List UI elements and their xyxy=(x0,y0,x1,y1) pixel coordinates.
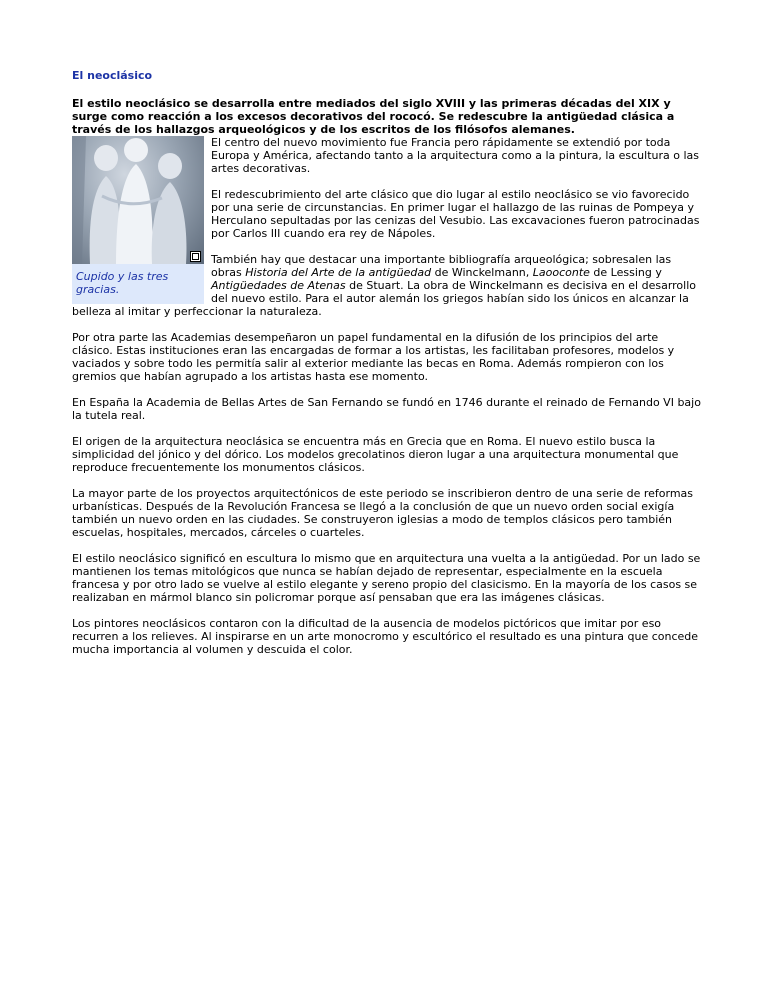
paragraph-9: Los pintores neoclásicos contaron con la dificultad de la ausencia de modelos pictóricos que imitar por eso recurren a los relieves. Al inspirarse en un arte monocromo y escultórico el resultado es una pintura que concede mucha importancia al volumen y descuida el color. xyxy=(72,617,699,656)
paragraph-1: El centro del nuevo movimiento fue Francia pero rápidamente se extendió por toda Europa y América, afectando tanto a la arquitectura como a la pintura, la escultura o las artes decorativas. xyxy=(211,136,700,175)
intro-paragraph: El estilo neoclásico se desarrolla entre mediados del siglo XVIII y las primeras décadas del XIX y surge como reacción a los excesos decorativos del rococó. Se redescubre la antigüedad clásica a través de los hallazgos arqueológicos y de los escritos de los filósofos alemanes. xyxy=(72,97,675,136)
paragraph-8: El estilo neoclásico significó en escultura lo mismo que en arquitectura una vuelta a la antigüedad. Por un lado se mantienen los temas mitológicos que nunca se habían dejado de representar, especialmente en la escuela francesa y por otro lado se vuelve al estilo elegante y sereno propio del clasicismo. En la mayoría de los casos se realizaban en mármol blanco sin policromar porque así pensaban que era las imágenes clásicas. xyxy=(72,552,701,604)
figure-caption: Cupido y las tres gracias. xyxy=(72,264,204,304)
page-title: El neoclásico xyxy=(72,69,153,82)
paragraph-3-text: de Winckelmann, xyxy=(431,266,533,279)
article xyxy=(72,69,702,669)
paragraph-3-text: de Lessing y xyxy=(589,266,662,279)
paragraph-3-text: de Stuart. La obra de Winckelmann es decisiva en el desarrollo del nuevo estilo. Para el autor alemán los griegos habían sido los únicos en alcanzar la belleza al imitar y perfeccionar la naturaleza. xyxy=(72,279,697,318)
paragraph-5: En España la Academia de Bellas Artes de San Fernando se fundó en 1746 durante el reinado de Fernando VI bajo la tutela real. xyxy=(72,396,701,422)
sculpture-illustration xyxy=(72,136,204,264)
paragraph-3-text: También hay que destacar una importante bibliografía arqueológica; sobresalen las obras xyxy=(211,253,672,279)
book-title-historia: Historia del Arte de la antigüedad xyxy=(245,266,432,279)
paragraph-7: La mayor parte de los proyectos arquitectónicos de este periodo se inscribieron dentro de una serie de reformas urbanísticas. Después de la Revolución Francesa se llegó a la conclusión de que un nuevo orden social exigía también un nuevo orden en las ciudades. Se construyeron iglesias a modo de templos clásicos pero también escuelas, hospitales, mercados, cárceles o cuarteles. xyxy=(72,487,694,539)
paragraph-6: El origen de la arquitectura neoclásica se encuentra más en Grecia que en Roma. El nuevo estilo busca la simplicidad del jónico y del dórico. Los modelos grecolatinos dieron lugar a una arquitectura monumental que reproduce frecuentemente los monumentos clásicos. xyxy=(72,435,679,474)
sculpture-image[interactable] xyxy=(72,136,204,264)
book-title-laooconte: Laooconte xyxy=(532,266,590,279)
book-title-antiguedades: Antigüedades de Atenas xyxy=(211,279,346,292)
paragraph-2: El redescubrimiento del arte clásico que dio lugar al estilo neoclásico se vio favorecido por una serie de circunstancias. En primer lugar el hallazgo de las ruinas de Pompeya y Herculano sepultadas por las cenizas del Vesubio. Las excavaciones fueron patrocinadas por Carlos III cuando era rey de Nápoles. xyxy=(211,188,700,240)
enlarge-icon[interactable] xyxy=(190,251,201,262)
paragraph-4: Por otra parte las Academias desempeñaron un papel fundamental en la difusión de los principios del arte clásico. Estas instituciones eran las encargadas de formar a los artistas, les facilitaban profesores, modelos y vaciados y sobre todo les permitía salir al exterior mediante las becas en Roma. Además rompieron con los gremios que habían agrupado a los artistas hasta ese momento. xyxy=(72,331,675,383)
figure xyxy=(72,136,204,304)
